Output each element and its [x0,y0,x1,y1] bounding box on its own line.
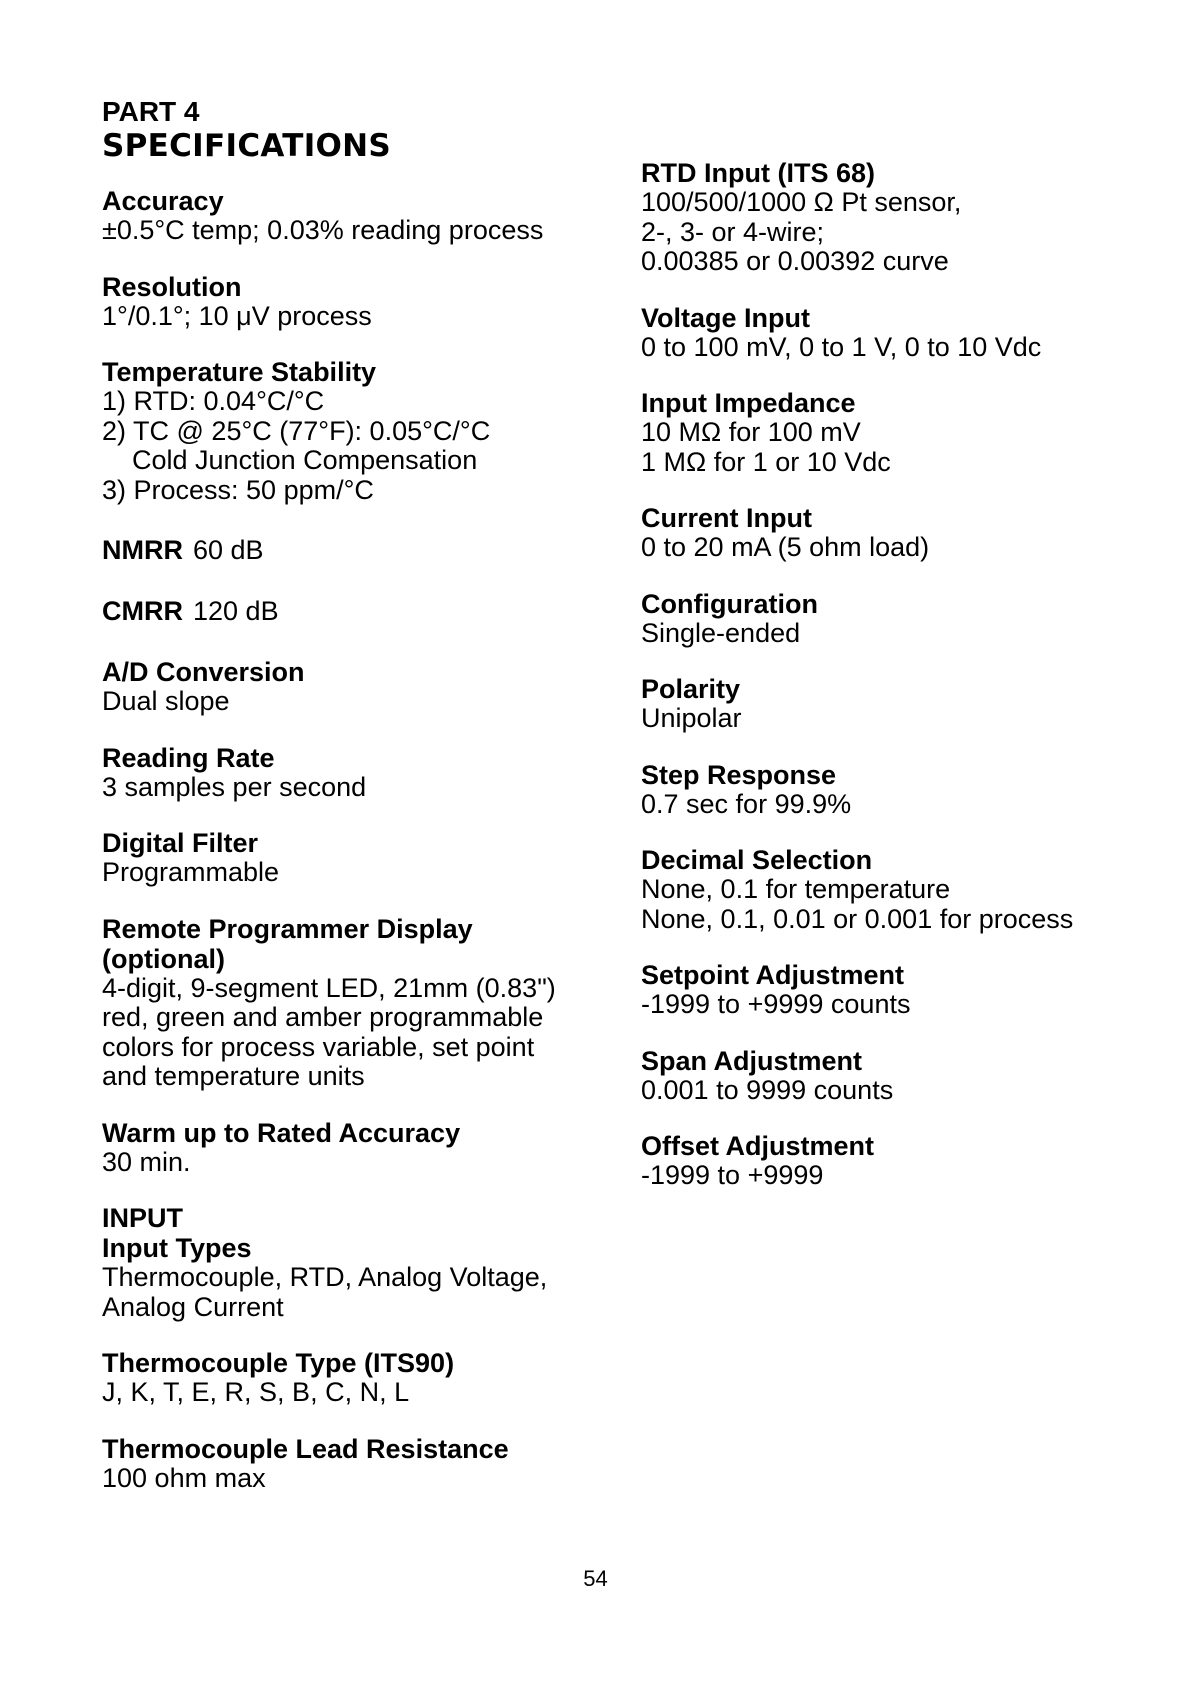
spec-heading: Offset Adjustment [641,1131,875,1161]
spec-line: Programmable [102,857,280,887]
spec-resolution [102,272,622,332]
spec-thermocouple-type [102,1348,622,1408]
spec-offset-adjustment [641,1131,1181,1191]
spec-line: 3 samples per second [102,771,367,802]
spec-heading: Warm up to Rated Accuracy [102,1117,461,1148]
spec-line: ±0.5°C temp; 0.03% reading process [102,215,544,245]
left-column [102,96,622,1493]
spec-span-adjustment [641,1046,1181,1106]
spec-line: 4-digit, 9-segment LED, 21mm (0.83") [102,972,556,1003]
spec-heading: Current Input [641,503,812,533]
spec-setpoint-adjustment [641,960,1181,1020]
spec-heading: Thermocouple Type (ITS90) [102,1348,455,1378]
spec-heading: RTD Input (ITS 68) [641,158,875,188]
spec-line: Cold Junction Compensation [102,445,478,475]
spec-nmrr [102,535,622,566]
spec-line: J, K, T, E, R, S, B, C, N, L [102,1377,410,1407]
spec-line: -1999 to +9999 [641,1160,824,1190]
spec-heading: NMRR [102,535,183,565]
spec-line: 0.7 sec for 99.9% [641,788,852,819]
spec-input-impedance [641,388,1181,477]
spec-heading: Setpoint Adjustment [641,960,904,990]
spec-polarity [641,674,1181,734]
spec-line: 0.00385 or 0.00392 curve [641,246,949,276]
spec-heading: Thermocouple Lead Resistance [102,1433,509,1464]
spec-input-types [102,1203,622,1322]
spec-line: 1) RTD: 0.04°C/°C [102,386,325,416]
spec-line: None, 0.1, 0.01 or 0.001 for process [641,903,1074,934]
spec-heading: Voltage Input [641,302,810,333]
spec-line: Single-ended [641,617,801,648]
spec-reading-rate [102,743,622,803]
spec-heading: Accuracy [102,186,224,216]
part-label: PART 4 [102,96,200,127]
spec-rtd-input [641,158,1181,277]
spec-step-response [641,760,1181,820]
spec-heading: CMRR [102,596,183,626]
spec-line: red, green and amber programmable [102,1002,544,1032]
spec-heading: Resolution [102,271,242,302]
spec-decimal-selection [641,845,1181,934]
spec-warm-up [102,1118,622,1178]
spec-heading: Step Response [641,759,837,790]
spec-line: Thermocouple, RTD, Analog Voltage, [102,1262,548,1292]
spec-heading: Span Adjustment [641,1045,863,1076]
spec-line: Dual slope [102,686,230,716]
spec-line: 2-, 3- or 4-wire; [641,216,825,247]
spec-heading: Configuration [641,588,818,619]
page-title: SPECIFICATIONS [102,128,392,164]
spec-value: 120 dB [193,596,279,626]
spec-digital-filter [102,828,622,888]
spec-heading: Input Impedance [641,388,856,418]
spec-line: 0 to 100 mV, 0 to 1 V, 0 to 10 Vdc [641,331,1042,362]
spec-accuracy [102,186,622,246]
spec-voltage-input [641,303,1181,363]
spec-line: and temperature units [102,1061,365,1091]
spec-ad-conversion [102,657,622,717]
spec-heading: Decimal Selection [641,845,873,875]
spec-line: Unipolar [641,703,742,733]
spec-line: 3) Process: 50 ppm/°C [102,474,374,505]
spec-line: 1°/0.1°; 10 μV process [102,300,372,331]
spec-remote-programmer-display [102,914,622,1092]
spec-line: 0 to 20 mA (5 ohm load) [641,532,930,562]
spec-line: Analog Current [102,1291,284,1322]
spec-line: colors for process variable, set point [102,1031,535,1062]
spec-heading: Remote Programmer Display [102,913,473,944]
spec-line: None, 0.1 for temperature [641,874,951,904]
spec-current-input [641,503,1181,563]
spec-cmrr [102,596,622,627]
spec-heading-2: (optional) [102,943,225,974]
spec-value: 60 dB [193,535,264,565]
spec-thermocouple-lead-resistance [102,1434,622,1494]
page-number: 54 [583,1566,608,1591]
spec-line: -1999 to +9999 counts [641,989,911,1019]
spec-heading: A/D Conversion [102,657,305,687]
spec-temperature-stability [102,357,622,505]
spec-line: 2) TC @ 25°C (77°F): 0.05°C/°C [102,415,491,446]
spec-heading: Reading Rate [102,742,275,773]
spec-heading: Digital Filter [102,828,259,858]
spec-configuration [641,589,1181,649]
spec-line: 100 ohm max [102,1462,266,1493]
spec-line: 30 min. [102,1146,191,1177]
spec-line: 0.001 to 9999 counts [641,1074,894,1105]
spec-heading: Polarity [641,674,741,704]
spec-line: 1 MΩ for 1 or 10 Vdc [641,446,891,477]
right-column [641,158,1181,1191]
spec-heading: Temperature Stability [102,357,377,387]
spec-line: 100/500/1000 Ω Pt sensor, [641,187,962,217]
spec-heading: Input Types [102,1233,252,1263]
section-heading: INPUT [102,1203,183,1233]
spec-line: 10 MΩ for 100 mV [641,417,861,447]
